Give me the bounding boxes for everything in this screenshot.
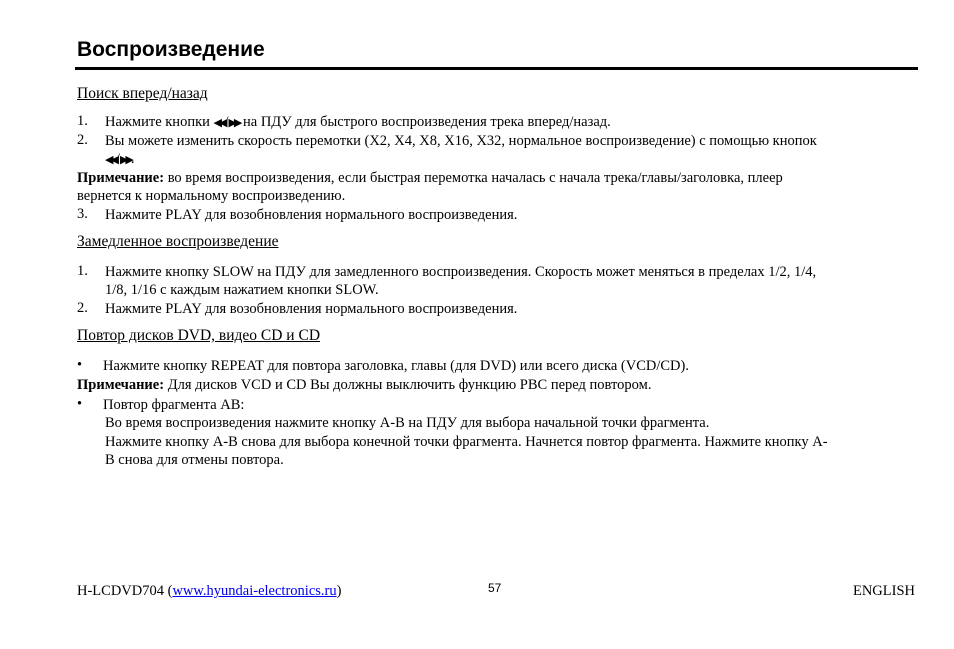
list-item: Нажмите кнопку SLOW на ПДУ для замедленного воспроизведения. Скорость может меняться в пределах 1/2, 1/4, xyxy=(105,264,817,280)
separator: / xyxy=(224,114,229,130)
list-item xyxy=(105,113,611,132)
bullet: • xyxy=(77,357,83,373)
ab-text: Во время воспроизведения нажмите кнопку A-B на ПДУ для выбора начальной точки фрагмента. xyxy=(105,415,710,431)
list-number: 2. xyxy=(77,132,88,148)
note-text: Для дисков VCD и CD Вы должны выключить функцию PBC перед повтором. xyxy=(167,377,652,393)
section-heading-search: Поиск вперед/назад xyxy=(77,85,208,102)
footer-language: ENGLISH xyxy=(852,583,915,599)
note-text: во время воспроизведения, если быстрая перемотка началась с начала трека/главы/заголовка, плеер xyxy=(167,170,783,186)
note xyxy=(77,376,651,394)
ab-text: B снова для отмены повтора. xyxy=(105,452,284,468)
separator: / xyxy=(115,151,120,167)
footer-model xyxy=(77,583,341,600)
item-text: Нажмите кнопки xyxy=(105,114,210,130)
list-number: 2. xyxy=(77,300,88,316)
note xyxy=(77,169,783,187)
note-label: Примечание: xyxy=(77,170,165,186)
list-item-continuation xyxy=(105,150,135,169)
note-label: Примечание: xyxy=(77,377,165,393)
forward-icon: ▶▶ xyxy=(228,117,240,129)
list-item-continuation: 1/8, 1/16 с каждым нажатием кнопки SLOW. xyxy=(105,282,379,298)
list-number: 3. xyxy=(77,206,88,222)
section-heading-slow: Замедленное воспроизведение xyxy=(77,233,279,250)
ab-text: Нажмите кнопку A-B снова для выбора конечной точки фрагмента. Начнется повтор фрагмента. Нажмите кнопку A- xyxy=(105,434,828,450)
list-item: Вы можете изменить скорость перемотки (X2, X4, X8, X16, X32, нормальное воспроизведение) с помощью кнопок xyxy=(105,133,817,149)
item-text: . xyxy=(130,151,135,167)
page-number: 57 xyxy=(488,581,502,595)
footer-model-text: ) xyxy=(336,583,342,599)
footer-model-text: H-LCDVD704 ( xyxy=(77,583,173,599)
title-rule xyxy=(75,67,918,70)
bullet-item: Повтор фрагмента AB: xyxy=(103,397,245,413)
list-item: Нажмите PLAY для возобновления нормального воспроизведения. xyxy=(105,301,518,317)
rewind-icon: ◀◀ xyxy=(105,154,116,166)
list-number: 1. xyxy=(77,113,88,129)
footer-link[interactable]: www.hyundai-electronics.ru xyxy=(172,583,337,599)
section-heading-repeat: Повтор дисков DVD, видео CD и CD xyxy=(77,327,321,344)
item-text: на ПДУ для быстрого воспроизведения трека вперед/назад. xyxy=(243,114,611,130)
bullet: • xyxy=(77,396,83,412)
bullet-item: Нажмите кнопку REPEAT для повтора заголовка, главы (для DVD) или всего диска (VCD/CD). xyxy=(103,358,689,374)
page-title: Воспроизведение xyxy=(77,38,265,61)
list-item: Нажмите PLAY для возобновления нормального воспроизведения. xyxy=(105,207,518,223)
rewind-icon: ◀◀ xyxy=(213,117,225,129)
list-number: 1. xyxy=(77,263,88,279)
forward-icon: ▶▶ xyxy=(119,154,131,166)
note-continuation: вернется к нормальному воспроизведению. xyxy=(77,188,346,204)
